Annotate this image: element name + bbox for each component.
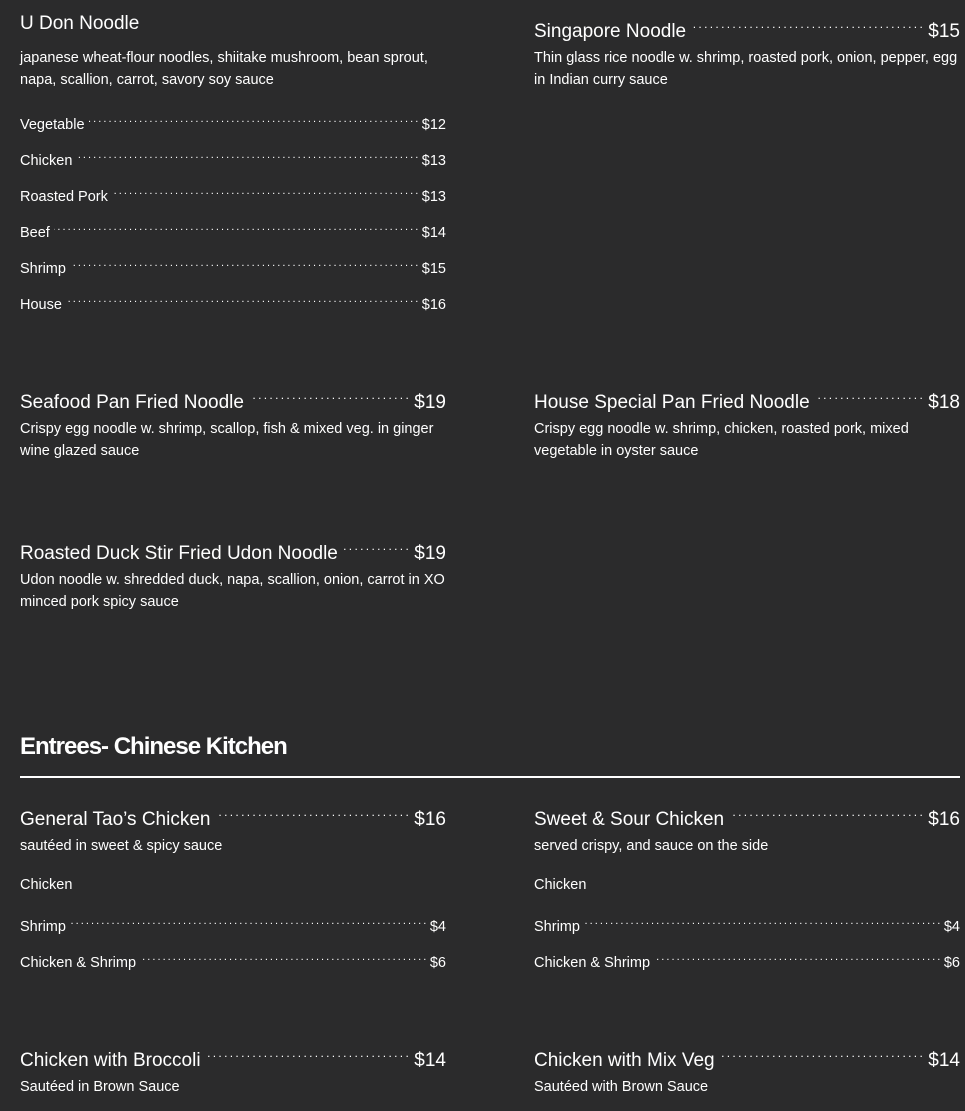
option-row [20,875,446,911]
item-description: Udon noodle w. shredded duck, napa, scallion, onion, carrot in XO minced pork spicy sauce [20,572,445,610]
item-price: $16 [414,809,446,830]
item-header [20,799,446,830]
option-row [20,253,446,289]
item-description: Thin glass rice noodle w. shrimp, roasted pork, onion, pepper, egg in Indian curry sauce [534,50,958,88]
option-label: House [20,297,62,313]
item-description: Sautéed with Brown Sauce [534,1079,709,1095]
option-label: Shrimp [20,919,66,935]
option-price: $13 [421,153,446,169]
option-label: Roasted Pork [20,189,108,205]
section-divider [20,776,960,778]
dot-leader [584,911,940,931]
option-label: Chicken & Shrimp [20,955,137,971]
dot-leader [692,11,922,37]
menu-item-chicken-with-mix-veg [534,1040,960,1098]
item-header [534,382,960,413]
option-price: $15 [421,261,446,277]
item-name: Seafood Pan Fried Noodle [20,392,244,413]
menu-item-chicken-with-broccoli [20,1040,446,1098]
option-label: Chicken [534,877,587,893]
item-description: japanese wheat-flour noodles, shiitake mushroom, bean sprout, napa, scallion, carrot, savory soy sauce [20,50,428,88]
option-label: Shrimp [20,261,66,277]
item-description: sautéed in sweet & spicy sauce [20,838,223,854]
dot-leader [216,799,408,825]
dot-leader [66,289,418,309]
option-list [20,875,446,983]
option-row [534,911,960,947]
item-description: Sautéed in Brown Sauce [20,1079,180,1095]
item-price: $16 [928,809,960,830]
menu-item-house-special-pan-fried-noodle [534,382,960,462]
item-description: served crispy, and sauce on the side [534,838,769,854]
option-label: Vegetable [20,117,85,133]
option-row [534,947,960,983]
option-label: Shrimp [534,919,580,935]
menu-item-singapore-noodle [534,11,960,91]
dot-leader [250,382,408,408]
option-row [20,109,446,145]
option-price: $12 [421,117,446,133]
dot-leader [654,947,940,967]
option-row [534,875,960,911]
item-header [20,382,446,413]
item-name: General Tao’s Chicken [20,809,211,830]
item-header [20,11,446,37]
option-list [20,109,446,325]
option-row [20,145,446,181]
section-title: Entrees- Chinese Kitchen [20,733,287,760]
dot-leader [54,217,418,237]
item-name: Singapore Noodle [534,21,687,42]
item-name: Roasted Duck Stir Fried Udon Noodle [20,543,338,564]
item-price: $14 [414,1050,446,1071]
dot-leader [140,947,426,967]
dot-leader [344,533,408,559]
dot-leader [207,1040,409,1066]
dot-leader [70,911,426,931]
menu-item-seafood-pan-fried-noodle [20,382,446,462]
option-label: Beef [20,225,50,241]
option-row [20,289,446,325]
dot-leader [76,145,417,165]
item-description: Crispy egg noodle w. shrimp, scallop, fish & mixed veg. in ginger wine glazed sauce [20,421,434,459]
option-price: $13 [421,189,446,205]
dot-leader [721,1040,923,1066]
option-label: Chicken [20,153,73,169]
item-header [20,533,446,564]
dot-leader [89,109,418,129]
option-label: Chicken [20,877,73,893]
item-price: $15 [928,21,960,42]
option-price: $4 [943,919,960,935]
menu-item-general-tao-chicken [20,799,446,983]
option-list [534,875,960,983]
option-price: $14 [421,225,446,241]
dot-leader [112,181,418,201]
item-name: Chicken with Mix Veg [534,1050,715,1071]
menu-item-udon-noodle [20,11,446,325]
item-name: House Special Pan Fried Noodle [534,392,810,413]
menu-item-roasted-duck-udon [20,533,446,613]
item-price: $19 [414,392,446,413]
item-name: Sweet & Sour Chicken [534,809,725,830]
option-row [20,947,446,983]
option-price: $4 [429,919,446,935]
option-row [20,181,446,217]
item-header [534,799,960,830]
dot-leader [816,382,923,408]
option-price: $16 [421,297,446,313]
item-name: U Don Noodle [20,13,140,34]
option-price: $6 [429,955,446,971]
option-price: $6 [943,955,960,971]
item-header [534,11,960,42]
item-price: $18 [928,392,960,413]
option-row [20,217,446,253]
item-name: Chicken with Broccoli [20,1050,201,1071]
item-header [534,1040,960,1071]
item-price: $14 [928,1050,960,1071]
dot-leader [70,253,418,273]
item-header [20,1040,446,1071]
option-row [20,911,446,947]
item-description: Crispy egg noodle w. shrimp, chicken, roasted pork, mixed vegetable in oyster sauce [534,421,909,459]
item-price: $19 [414,543,446,564]
dot-leader [730,799,922,825]
option-label: Chicken & Shrimp [534,955,651,971]
menu-item-sweet-sour-chicken [534,799,960,983]
